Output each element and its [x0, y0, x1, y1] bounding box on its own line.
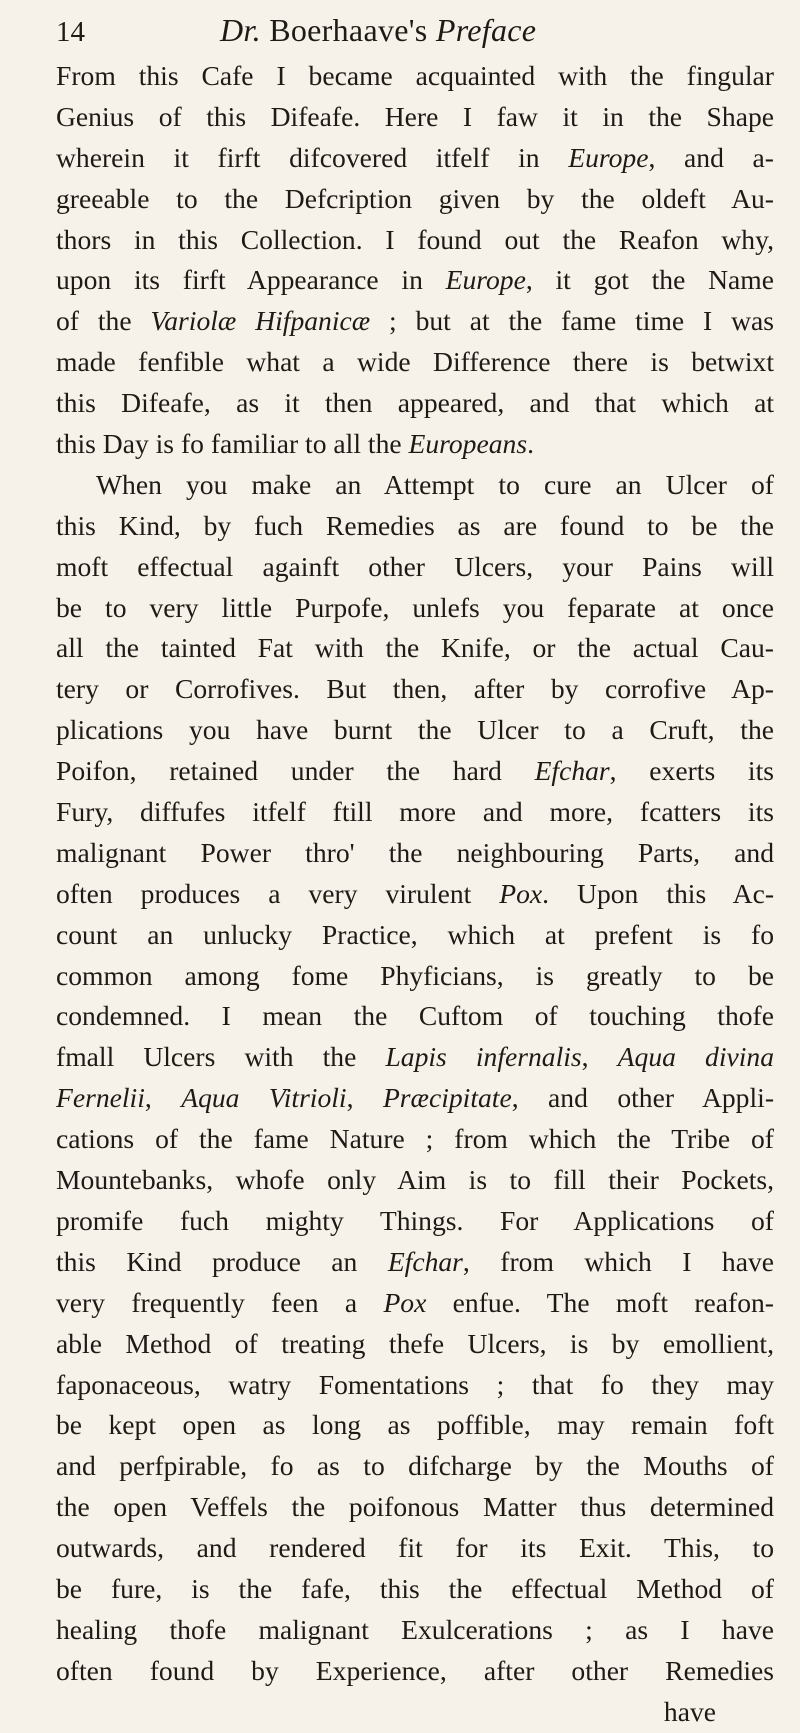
page-number: 14 — [56, 16, 85, 48]
text-run: able Method of treating thefe Ulcers, is by emollient, — [56, 1327, 774, 1359]
text-run: Mountebanks, whofe only Aim is to fill their Pockets, — [56, 1164, 774, 1196]
running-head — [220, 12, 536, 49]
text-run: condemned. I mean the Cuftom of touching thofe — [56, 1000, 774, 1032]
text-line — [56, 1324, 774, 1365]
text-run: thors in this Collection. I found out the Reafon why, — [56, 223, 774, 255]
text-line — [56, 1078, 774, 1119]
text-line — [56, 996, 774, 1037]
text-run: Genius of this Difeafe. Here I faw it in the Shape — [56, 100, 774, 132]
text-run: cations of the fame Nature ; from which the Tribe of — [56, 1123, 774, 1155]
text-run: When you make an Attempt to cure an Ulcer of — [96, 468, 774, 500]
text-line — [56, 1037, 774, 1078]
text-run: . Upon this Ac- — [542, 877, 775, 909]
text-line — [56, 1487, 774, 1528]
italic-term: Fernelii — [56, 1082, 145, 1114]
text-line — [56, 1405, 774, 1446]
text-line — [56, 506, 774, 547]
catchword — [56, 1692, 774, 1733]
text-run: , — [346, 1082, 383, 1114]
body-text — [56, 56, 774, 1733]
text-run: common among fome Phyficians, is greatly to be — [56, 959, 774, 991]
text-run: ; but at the fame time I was — [370, 305, 774, 337]
text-line — [56, 710, 774, 751]
text-line — [56, 547, 774, 588]
text-line — [56, 915, 774, 956]
text-run: wherein it firft difcovered itfelf in — [56, 141, 569, 173]
text-line — [56, 751, 774, 792]
italic-term: Præcipitate — [382, 1082, 512, 1114]
text-run: all the tainted Fat with the Knife, or the actual Cau- — [56, 632, 774, 664]
text-line — [56, 874, 774, 915]
text-line — [56, 1610, 774, 1651]
text-line — [56, 833, 774, 874]
text-line — [56, 1283, 774, 1324]
text-line — [56, 56, 774, 97]
text-run: From this Cafe I became acquainted with the fingular — [56, 60, 774, 91]
text-run: plications you have burnt the Ulcer to a Cruft, the — [56, 714, 774, 746]
text-run: promife fuch mighty Things. For Applications of — [56, 1204, 774, 1236]
text-line — [56, 1446, 774, 1487]
running-head-prefix: Dr. — [220, 12, 261, 48]
text-run: , and a- — [648, 141, 774, 173]
text-run: Fury, diffufes itfelf ftill more and more, fcatters its — [56, 796, 774, 828]
text-run: , — [581, 1041, 618, 1073]
text-run: faponaceous, watry Fomentations ; that fo they may — [56, 1368, 774, 1400]
italic-term: Europe — [568, 141, 649, 173]
text-run: this Kind produce an — [56, 1245, 388, 1277]
text-run: enfue. The moft reafon- — [426, 1286, 774, 1318]
text-line — [56, 138, 774, 179]
running-head-name: Boerhaave's — [269, 12, 428, 48]
italic-term: Efchar — [387, 1245, 463, 1277]
text-line — [56, 260, 774, 301]
italic-term: Aqua Vitrioli — [181, 1082, 347, 1114]
text-run: often found by Experience, after other Remedies — [56, 1654, 774, 1686]
text-line — [56, 179, 774, 220]
text-run: outwards, and rendered fit for its Exit. This, to — [56, 1532, 774, 1564]
text-line — [56, 383, 774, 424]
text-line — [56, 1651, 774, 1692]
text-line — [56, 1365, 774, 1406]
text-line — [56, 588, 774, 629]
italic-term: Europeans — [408, 428, 528, 460]
text-line — [56, 465, 774, 506]
text-run: this Kind, by fuch Remedies as are found to be the — [56, 509, 774, 541]
text-run: often produces a very virulent — [56, 877, 500, 909]
text-run: be to very little Purpofe, unlefs you feparate at once — [56, 591, 774, 623]
text-run: , — [144, 1082, 182, 1114]
text-line — [56, 1528, 774, 1569]
text-line — [56, 424, 774, 465]
text-run: this Day is fo familiar to all the — [56, 428, 409, 460]
text-run: this Difeafe, as it then appeared, and that which at — [56, 387, 774, 419]
text-run: tery or Corrofives. But then, after by corrofive Ap- — [56, 673, 774, 705]
text-run: , and other Appli- — [511, 1082, 775, 1114]
text-run: , exerts its — [609, 755, 774, 787]
running-head-suffix: Preface — [435, 12, 537, 48]
text-line — [56, 97, 774, 138]
text-line — [56, 1242, 774, 1283]
text-run: count an unlucky Practice, which at prefent is fo — [56, 918, 774, 950]
text-run: and perfpirable, fo as to difcharge by the Mouths of — [56, 1450, 774, 1482]
text-run: Poifon, retained under the hard — [56, 755, 535, 787]
text-run: of the — [56, 305, 151, 337]
text-run: . — [527, 428, 534, 460]
italic-term: Efchar — [534, 755, 610, 787]
text-run: upon its firft Appearance in — [56, 264, 446, 296]
text-line — [56, 220, 774, 261]
text-line — [56, 669, 774, 710]
text-run: have — [663, 1695, 716, 1727]
text-line — [56, 1160, 774, 1201]
text-run: malignant Power thro' the neighbouring Parts, and — [56, 836, 774, 868]
italic-term: Pox — [499, 877, 543, 909]
text-line — [56, 956, 774, 997]
text-run: , it got the Name — [525, 264, 774, 296]
italic-term: Aqua divina — [617, 1041, 774, 1073]
text-run: made fenfible what a wide Difference there is betwixt — [56, 346, 774, 378]
text-line — [56, 628, 774, 669]
text-run: fmall Ulcers with the — [56, 1041, 386, 1073]
text-run: the open Veffels the poifonous Matter thus determined — [56, 1491, 774, 1523]
text-run: be fure, is the fafe, this the effectual Method of — [56, 1572, 774, 1604]
italic-term: Europe — [445, 264, 526, 296]
italic-term: Pox — [383, 1286, 427, 1318]
text-run: healing thofe malignant Exulcerations ; as I have — [56, 1613, 774, 1645]
text-run: be kept open as long as poffible, may remain foft — [56, 1409, 774, 1441]
text-line — [56, 792, 774, 833]
text-run: moft effectual againft other Ulcers, your Pains will — [56, 550, 774, 582]
text-line — [56, 301, 774, 342]
italic-term: Lapis infernalis — [385, 1041, 582, 1073]
text-line — [56, 342, 774, 383]
page-header — [56, 12, 772, 52]
text-line — [56, 1569, 774, 1610]
italic-term: Variolæ Hifpanicæ — [150, 305, 371, 337]
text-line — [56, 1119, 774, 1160]
text-run: , from which I have — [462, 1245, 774, 1277]
text-run: very frequently feen a — [56, 1286, 384, 1318]
text-line — [56, 1201, 774, 1242]
text-run: greeable to the Defcription given by the oldeft Au- — [56, 182, 774, 214]
